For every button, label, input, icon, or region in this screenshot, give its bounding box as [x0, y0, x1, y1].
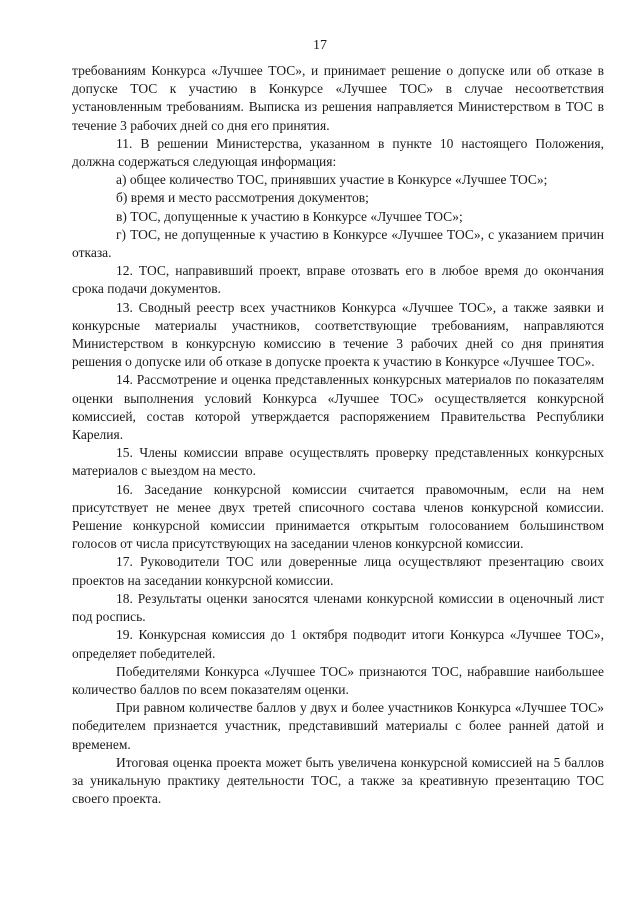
paragraph-14: 14. Рассмотрение и оценка представленных конкурсных материалов по показателям оценки выполнения условий Конкурса «Лучшее ТОС» осуществляется конкурсной комиссией, состав которой утверждается распоряжением Правительства Республики Карелия. [72, 372, 604, 443]
paragraph-16: 16. Заседание конкурсной комиссии считается правомочным, если на нем присутствует не менее двух третей списочного состава членов конкурсной комиссии. Решение конкурсной комиссии принимается открытым голосованием большинством голосов от числа присутствующих на заседании членов конкурсной комиссии. [72, 481, 604, 552]
paragraph-tie-rule: При равном количестве баллов у двух и более участников Конкурса «Лучшее ТОС» победителем признается участник, представивший материалы с более ранней датой и временем. [72, 700, 604, 752]
paragraph-18: 18. Результаты оценки заносятся членами конкурсной комиссии в оценочный лист под роспись. [72, 590, 604, 625]
paragraph-13: 13. Сводный реестр всех участников Конкурса «Лучшее ТОС», а также заявки и конкурсные материалы участников, соответствующие требованиям, направляются Министерством в конкурсную комиссию в течение 3 рабочих дней со дня принятия решения о допуске или об отказе в допуске проекта к участию в Конкурсе «Лучшее ТОС». [72, 299, 604, 370]
page-number: 17 [313, 38, 327, 53]
paragraph-15: 15. Члены комиссии вправе осуществлять проверку представленных конкурсных материалов с выездом на место. [72, 445, 604, 479]
paragraph-bonus-points: Итоговая оценка проекта может быть увеличена конкурсной комиссией на 5 баллов за уникальную практику деятельности ТОС, а также за креативную презентацию ТОС своего проекта. [72, 754, 604, 807]
document-body [72, 62, 604, 808]
paragraph-17: 17. Руководители ТОС или доверенные лица осуществляют презентацию своих проектов на заседании конкурсной комиссии. [72, 554, 604, 588]
paragraph-11-a: а) общее количество ТОС, принявших участие в Конкурсе «Лучшее ТОС»; [116, 172, 548, 188]
paragraph-continuation: требованиям Конкурса «Лучшее ТОС», и принимает решение о допуске или об отказе в допуске ТОС к участию в Конкурсе «Лучшее ТОС» в случае несоответствия установленным требованиям. Выписка из решения направляется Министерством в ТОС в течение 3 рабочих дней со дня его принятия. [72, 63, 604, 133]
paragraph-11-v: в) ТОС, допущенные к участию в Конкурсе «Лучшее ТОС»; [116, 208, 463, 224]
paragraph-winners: Победителями Конкурса «Лучшее ТОС» признаются ТОС, набравшие наибольшее количество баллов по всем показателям оценки. [72, 663, 604, 697]
paragraph-19: 19. Конкурсная комиссия до 1 октября подводит итоги Конкурса «Лучшее ТОС», определяет победителей. [72, 627, 604, 661]
paragraph-11-g: г) ТОС, не допущенные к участию в Конкурсе «Лучшее ТОС», с указанием причин отказа. [72, 226, 604, 261]
paragraph-12: 12. ТОС, направивший проект, вправе отозвать его в любое время до окончания срока подачи документов. [72, 263, 604, 297]
paragraph-11: 11. В решении Министерства, указанном в пункте 10 настоящего Положения, должна содержаться следующая информация: [72, 135, 604, 170]
paragraph-11-b: б) время и место рассмотрения документов; [116, 190, 369, 206]
